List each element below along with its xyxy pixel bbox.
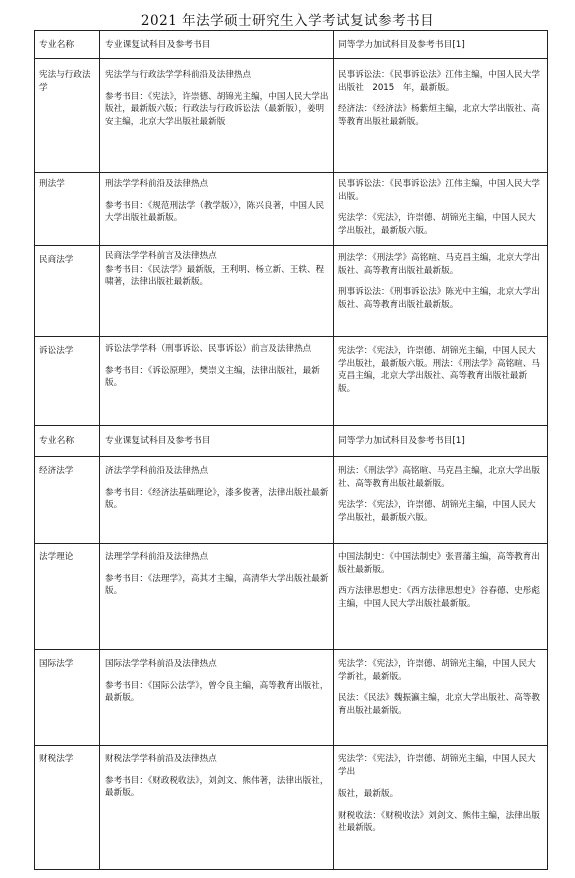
- retest-cell: [105, 465, 330, 512]
- equivalent-cell: [338, 658, 543, 717]
- reference-table: [34, 30, 548, 870]
- equivalent-cell: [338, 465, 543, 524]
- equivalent-book: 宪法学：《宪法》，许崇德、胡锦光主编，中国人民大学新社，最新版。: [338, 659, 536, 682]
- equivalent-book: 财税收法：《财税收法》刘剑文、熊伟主编，法律出版社最新版。: [338, 810, 540, 834]
- retest-books: 参考书目：《规范刑法学（教学版）》，陈兴良著，中国人民大学出版社最新版。: [105, 200, 325, 224]
- equivalent-book: 民法：《民法》魏振瀛主编，北京大学出版社、高等教育出版社最新版。: [338, 693, 540, 716]
- equivalent-book: 民事诉讼法：《民事诉讼法》江伟主编，中国人民大学出版。: [338, 179, 540, 202]
- retest-cell: [105, 178, 330, 225]
- equivalent-book: 经济法：《经济法》杨紫烜主编，北京大学出版社、高等教育出版社最新版。: [338, 104, 540, 127]
- major-name: 国际法学: [39, 659, 74, 669]
- retest-cell: [105, 658, 330, 705]
- row-divider: [34, 172, 548, 173]
- table-border-right: [547, 31, 548, 869]
- header-equivalent: 同等学力加试科目及参考书目[1]: [338, 40, 465, 50]
- retest-topic: 民商法学学科前言及法律热点: [105, 251, 217, 261]
- retest-books: 参考书目：《宪法》，许崇德、胡锦光主编，中国人民大学出版社，最新版六版；行政法与行政诉讼法（最新版），姜明安主编，北京大学出版社最新版: [105, 91, 329, 127]
- equivalent-book: 西方法律思想史：《西方法律思想史》谷春德、史彤彪主编，中国人民大学出版社最新版。: [338, 586, 540, 609]
- retest-books: 参考书目：《经济法基础理论》，漆多俊著，法律出版社最新版。: [105, 487, 329, 511]
- retest-cell: [105, 69, 330, 128]
- retest-cell: [105, 343, 330, 390]
- equivalent-cell: [338, 178, 543, 237]
- equivalent-book: 宪法学：《宪法》，许崇德、胡锦光主编，中国人民大学出: [338, 754, 536, 777]
- equivalent-cell: [338, 345, 543, 395]
- page-title: 2021 年法学硕士研究生入学考试复试参考书目: [140, 13, 435, 29]
- equivalent-cell: [338, 753, 543, 835]
- retest-cell: [105, 551, 330, 598]
- retest-topic: 财税法学学科前沿及法律热点: [105, 754, 217, 764]
- retest-topic: 济法学学科前沿及法律热点: [105, 466, 209, 476]
- retest-topic: 刑法学学科前沿及法律热点: [105, 179, 209, 189]
- equivalent-book: 版社，最新版。: [338, 789, 399, 800]
- retest-books: 参考书目：《国际公法学》，曾令良主编，高等教育出版社，最新版。: [105, 680, 329, 704]
- column-divider: [333, 31, 334, 869]
- major-name: 经济法学: [39, 466, 74, 476]
- header-retest: 专业课复试科目及参考书目: [105, 40, 211, 50]
- equivalent-book: 宪法学：《宪法》，许崇德、胡锦光主编，中国人民大学出版社，最新版六版。: [338, 213, 536, 236]
- equivalent-cell: [338, 252, 543, 311]
- retest-topic: 国际法学学科前沿及法律热点: [105, 659, 217, 669]
- retest-topic: 宪法学与行政法学学科前沿及法律热点: [105, 70, 252, 80]
- retest-topic: 专业课复试科目及参考书目: [105, 436, 211, 446]
- row-divider: [34, 456, 548, 457]
- equivalent-cell: [338, 551, 543, 610]
- equivalent-book: 宪法学：《宪法》，许崇德、胡锦光主编，中国人民大学出版社，最新版六版。: [338, 500, 536, 523]
- retest-topic: 法理学学科前沿及法律热点: [105, 552, 209, 562]
- major-name: 宪法与行政法学: [39, 70, 91, 93]
- equivalent-book: 刑法学：《刑法学》高铭暄、马克昌主编，北京大学出版社、高等教育出版社最新版。: [338, 253, 540, 276]
- table-border-left: [34, 31, 35, 869]
- equivalent-book: 中国法制史：《中国法制史》张晋藩主编，高等教育出版社最新版。: [338, 552, 540, 575]
- major-name: 财税法学: [39, 754, 74, 764]
- row-divider: [34, 336, 548, 337]
- retest-cell: [105, 753, 330, 800]
- retest-books: 参考书目：《诉讼原理》，樊崇义主编，法律出版社，最新版。: [105, 365, 320, 389]
- row-divider: [34, 425, 548, 426]
- row-divider: [34, 245, 548, 246]
- major-name: 刑法学: [39, 179, 65, 189]
- retest-books: 参考书目：《民法学》最新版，王利明、杨立新、王轶、程啸著，法律出版社最新版。: [105, 264, 325, 288]
- equivalent-cell: [338, 69, 543, 128]
- column-divider: [99, 31, 100, 869]
- equivalent-book: 同等学力加试科目及参考书目[1]: [338, 436, 465, 446]
- major-name: 法学理论: [39, 552, 74, 562]
- equivalent-book: 民事诉讼法：《民事诉讼法》江伟主编，中国人民大学出版社 2015 年，最新版。: [338, 70, 540, 93]
- equivalent-book: 宪法学：《宪法》，许崇德、胡锦光主编，中国人民大学出版社，最新版六版。刑法：《刑法学》高铭暄、马克昌主编，北京大学出版社、高等教育出版社最新版。: [338, 346, 540, 394]
- major-name: 诉讼法学: [39, 346, 74, 356]
- retest-books: 参考书目：《法理学》，高其才主编，高清华大学出版社最新版。: [105, 573, 329, 597]
- retest-cell: [105, 250, 330, 289]
- row-divider: [34, 649, 548, 650]
- row-divider: [34, 745, 548, 746]
- header-major: 专业名称: [39, 40, 75, 50]
- major-name: 民商法学: [39, 255, 74, 265]
- major-name: 专业名称: [39, 436, 75, 446]
- equivalent-book: 刑法：《刑法学》高铭暄、马克昌主编，北京大学出版社、高等教育出版社最新版。: [338, 466, 540, 489]
- retest-cell: [105, 435, 330, 448]
- row-divider: [34, 543, 548, 544]
- equivalent-book: 刑事诉讼法：《刑事诉讼法》陈光中主编，北京大学出版社、高等教育出版社最新版。: [338, 287, 540, 310]
- equivalent-cell: [338, 435, 543, 448]
- row-divider: [34, 58, 548, 59]
- retest-topic: 诉讼法学学科（刑事诉讼、民事诉讼）前言及法律热点: [105, 344, 312, 354]
- retest-books: 参考书目：《财政税收法》，刘剑文、熊伟著，法律出版社，最新版。: [105, 775, 329, 799]
